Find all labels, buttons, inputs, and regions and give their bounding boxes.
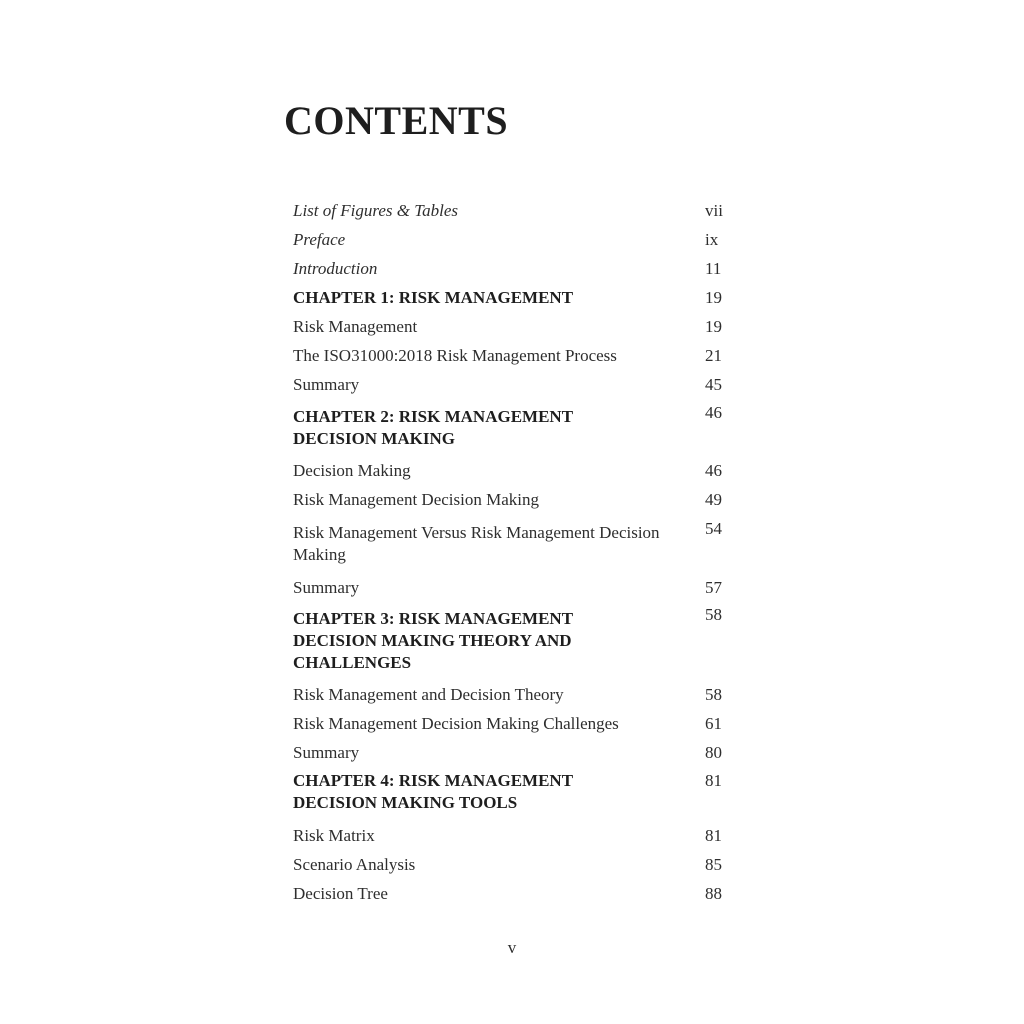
toc-chapter-label: CHAPTER 1: RISK MANAGEMENT (293, 288, 574, 307)
toc-entry-page: 46 (705, 403, 722, 422)
toc-entry-page: 45 (705, 375, 722, 394)
toc-entry-label: Risk Management Decision Making (293, 490, 539, 509)
toc-chapter-4 (293, 770, 733, 814)
toc-entry-label: Introduction (293, 259, 378, 278)
toc-entry-page: 88 (705, 884, 722, 903)
toc-chapter-label: CHAPTER 4: RISK MANAGEMENT DECISION MAKING TOOLS (293, 771, 573, 812)
toc-entry-label: Summary (293, 578, 360, 597)
toc-chapter-label: CHAPTER 2: RISK MANAGEMENT DECISION MAKING (293, 407, 573, 448)
table-of-contents (293, 0, 733, 1024)
toc-entry (293, 460, 733, 482)
toc-entry-label: Summary (293, 375, 360, 394)
toc-entry-page: 19 (705, 288, 722, 307)
toc-entry-page: 57 (705, 578, 722, 597)
toc-entry-page: 46 (705, 461, 722, 480)
toc-chapter-label: CHAPTER 3: RISK MANAGEMENT DECISION MAKING THEORY AND CHALLENGES (293, 609, 573, 672)
toc-entry-page: 80 (705, 743, 722, 762)
toc-entry-label: Decision Making (293, 461, 411, 480)
toc-entry-label: Risk Management and Decision Theory (293, 685, 564, 704)
toc-entry-label: The ISO31000:2018 Risk Management Process (293, 346, 617, 365)
toc-entry (293, 519, 733, 566)
toc-entry (293, 489, 733, 511)
toc-entry-label: List of Figures & Tables (293, 201, 458, 220)
toc-entry-page: 81 (705, 826, 722, 845)
toc-entry (293, 316, 733, 338)
toc-entry-page: 81 (705, 771, 722, 790)
toc-entry-label: Scenario Analysis (293, 855, 416, 874)
toc-entry-page: 49 (705, 490, 722, 509)
toc-entry-figures-tables (293, 200, 733, 222)
toc-entry (293, 345, 733, 367)
toc-entry (293, 825, 733, 847)
toc-entry-page: 11 (705, 259, 722, 278)
toc-entry (293, 742, 733, 764)
toc-entry-page: 61 (705, 714, 722, 733)
toc-entry-label: Preface (293, 230, 346, 249)
page-number: v (507, 938, 517, 957)
toc-entry (293, 577, 733, 599)
toc-entry (293, 684, 733, 706)
toc-entry (293, 374, 733, 396)
toc-entry-page: vii (705, 201, 723, 220)
toc-entry-introduction (293, 258, 733, 280)
toc-entry-label: Summary (293, 743, 360, 762)
toc-entry-label: Risk Matrix (293, 826, 375, 845)
toc-chapter-2 (293, 403, 733, 450)
toc-entry-label: Risk Management Versus Risk Management Decision Making (293, 523, 660, 564)
toc-entry-preface (293, 229, 733, 251)
toc-entry-page: 19 (705, 317, 722, 336)
toc-chapter-1 (293, 287, 733, 309)
toc-entry-page: 21 (705, 346, 722, 365)
toc-entry (293, 713, 733, 735)
toc-entry-label: Risk Management Decision Making Challenges (293, 714, 619, 733)
toc-entry-label: Risk Management (293, 317, 418, 336)
toc-entry-page: ix (705, 230, 719, 249)
page-title: CONTENTS (284, 98, 509, 143)
toc-chapter-3 (293, 605, 733, 674)
toc-entry-page: 85 (705, 855, 722, 874)
toc-entry-page: 58 (705, 685, 722, 704)
toc-entry-page: 58 (705, 605, 722, 624)
toc-entry (293, 854, 733, 876)
toc-entry-label: Decision Tree (293, 884, 388, 903)
toc-entry-page: 54 (705, 519, 722, 538)
toc-entry (293, 883, 733, 905)
